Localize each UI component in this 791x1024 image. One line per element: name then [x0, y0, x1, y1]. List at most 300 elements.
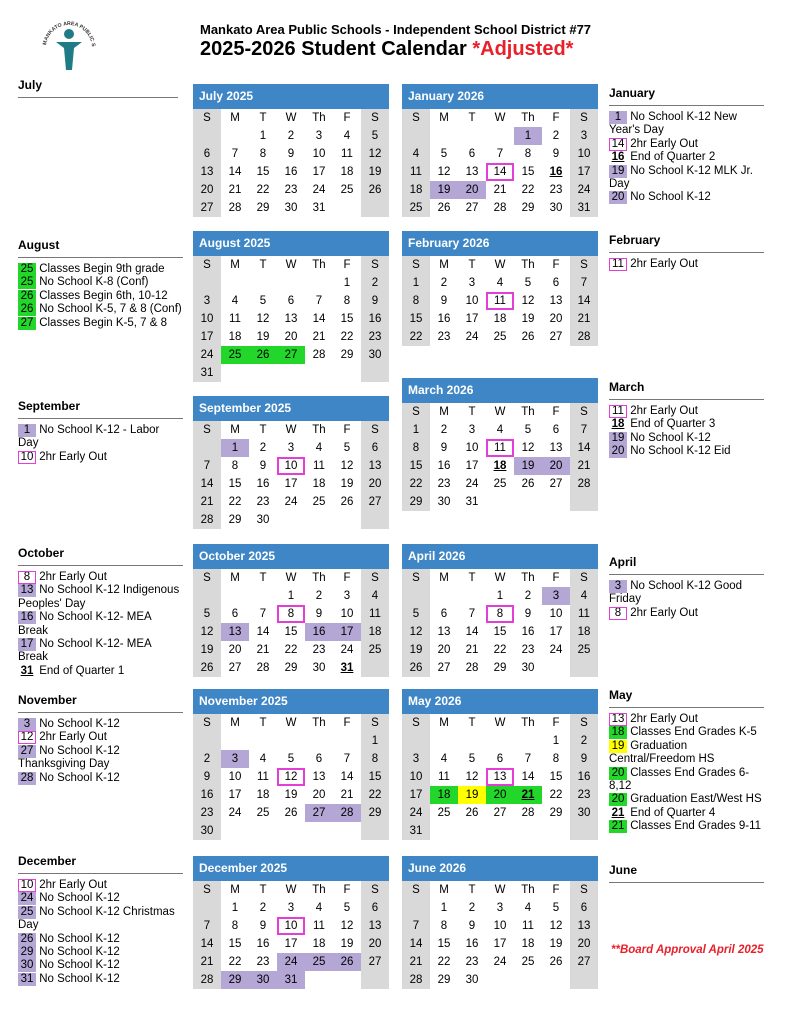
event-text: 2hr Early Out: [36, 571, 107, 583]
day-cell: 30: [549, 202, 563, 214]
day-cell: 8: [402, 439, 430, 457]
weekday-header: S: [193, 256, 221, 274]
day-cell: 29: [221, 971, 249, 989]
month-title: July 2025: [193, 84, 389, 109]
day-cell: 31: [465, 496, 479, 508]
day-cell: 22: [256, 184, 270, 196]
month-grid: [402, 881, 598, 989]
day-cell: 26: [361, 181, 389, 199]
event-date: 26: [18, 290, 36, 303]
day-cell: 19: [193, 641, 221, 659]
weekday-header: S: [193, 421, 221, 439]
weekday-header: F: [343, 717, 351, 729]
day-cell: 11: [341, 148, 353, 160]
event-text: No School K-12: [36, 972, 120, 985]
day-cell: 19: [340, 478, 354, 490]
day-cell: 4: [402, 145, 430, 163]
day-cell: 26: [437, 202, 451, 214]
day-cell: 4: [496, 277, 504, 289]
day-cell: 2: [468, 902, 476, 914]
weekday-header: S: [193, 714, 221, 732]
day-cell: 6: [552, 424, 560, 436]
day-cell: 6: [468, 148, 476, 160]
weekday-header: S: [402, 714, 430, 732]
day-cell: 21: [493, 184, 507, 196]
empty-cell: [402, 732, 430, 750]
day-cell: 13: [486, 768, 514, 786]
event-date: 3: [609, 580, 627, 593]
day-cell: 18: [493, 313, 507, 325]
day-cell: 18: [493, 460, 507, 472]
event-text: Graduation Central/Freedom HS: [609, 739, 715, 766]
day-cell: 20: [193, 181, 221, 199]
day-cell: 28: [228, 202, 242, 214]
day-cell: 6: [287, 295, 295, 307]
event-item: [18, 638, 183, 665]
day-cell: 28: [493, 202, 507, 214]
day-cell: 23: [361, 328, 389, 346]
event-text: No School K-12: [36, 771, 120, 784]
day-cell: 29: [437, 974, 451, 986]
empty-cell: [542, 822, 570, 840]
day-cell: 7: [468, 608, 476, 620]
day-cell: 12: [402, 623, 430, 641]
day-cell: 10: [493, 920, 507, 932]
month-events: [609, 87, 764, 205]
day-cell: 21: [256, 644, 270, 656]
month-title: March 2026: [402, 378, 598, 403]
events-month-heading: October: [18, 546, 65, 560]
month-title: October 2025: [193, 544, 389, 569]
day-cell: 13: [549, 295, 563, 307]
event-text: No School K-12 Thanksgiving Day: [18, 744, 120, 771]
event-text: No School K-12: [627, 191, 711, 204]
divider: [18, 97, 178, 98]
day-cell: 21: [193, 953, 221, 971]
weekday-header: W: [285, 424, 297, 436]
day-cell: 1: [221, 439, 249, 457]
event-item: [18, 451, 183, 464]
empty-cell: [333, 732, 361, 750]
empty-cell: [458, 587, 486, 605]
month-title: November 2025: [193, 689, 389, 714]
day-cell: 25: [437, 807, 451, 819]
empty-cell: [402, 587, 430, 605]
event-text: 2hr Early Out: [627, 137, 698, 150]
event-date: 24: [18, 892, 36, 905]
day-cell: 20: [361, 935, 389, 953]
weekday-header: F: [552, 717, 560, 729]
month-calendar: [402, 544, 598, 677]
day-cell: 22: [402, 475, 430, 493]
day-cell: 10: [277, 457, 305, 475]
empty-cell: [277, 822, 305, 840]
month-title: September 2025: [193, 396, 389, 421]
divider: [18, 418, 183, 419]
day-cell: 25: [256, 807, 270, 819]
weekday-header: M: [230, 717, 240, 729]
weekday-header: S: [402, 569, 430, 587]
day-cell: 27: [493, 807, 507, 819]
event-text: No School K-12 Christmas Day: [18, 905, 175, 932]
empty-cell: [193, 732, 221, 750]
day-cell: 1: [343, 277, 351, 289]
event-text: Classes Begin 6th, 10-12: [36, 289, 168, 302]
day-cell: 25: [305, 953, 333, 971]
day-cell: 11: [313, 460, 325, 472]
event-item: [609, 793, 764, 806]
events-month-heading: November: [18, 693, 77, 707]
weekday-header: T: [259, 572, 267, 584]
day-cell: 23: [570, 786, 598, 804]
event-item: [18, 665, 183, 678]
day-cell: 22: [493, 644, 507, 656]
weekday-header: Th: [312, 717, 326, 729]
month-events: [18, 547, 183, 678]
day-cell: 14: [228, 166, 242, 178]
event-date: 21: [611, 806, 625, 819]
day-cell: 1: [402, 274, 430, 292]
event-date: 28: [18, 772, 36, 785]
event-date: 8: [18, 571, 36, 584]
day-cell: 23: [256, 956, 270, 968]
event-item: [18, 745, 183, 772]
empty-cell: [333, 199, 361, 217]
day-cell: 7: [496, 148, 504, 160]
divider: [18, 565, 183, 566]
weekday-header: Th: [312, 259, 326, 271]
empty-cell: [542, 659, 570, 677]
event-item: [18, 424, 183, 451]
divider: [609, 574, 764, 575]
day-cell: 27: [361, 953, 389, 971]
empty-cell: [430, 732, 458, 750]
events-month-heading: June: [609, 863, 638, 877]
day-cell: 11: [486, 292, 514, 310]
weekday-header: Th: [521, 406, 535, 418]
day-cell: 21: [402, 953, 430, 971]
event-text: Classes End Grades 6-8,12: [609, 766, 750, 793]
day-cell: 12: [549, 920, 563, 932]
event-date: 30: [18, 959, 36, 972]
weekday-header: S: [361, 881, 389, 899]
day-cell: 3: [343, 590, 351, 602]
day-cell: 27: [570, 953, 598, 971]
day-cell: 3: [221, 750, 249, 768]
day-cell: 30: [521, 662, 535, 674]
day-cell: 8: [552, 753, 560, 765]
day-cell: 11: [361, 605, 389, 623]
day-cell: 1: [361, 732, 389, 750]
empty-cell: [458, 822, 486, 840]
month-grid: [402, 109, 598, 217]
event-date: 8: [609, 607, 627, 620]
day-cell: 12: [521, 295, 535, 307]
day-cell: 6: [552, 277, 560, 289]
day-cell: 27: [305, 804, 333, 822]
day-cell: 12: [340, 460, 354, 472]
event-item: [18, 959, 183, 972]
event-item: [18, 571, 183, 584]
event-item: [18, 718, 183, 731]
weekday-header: F: [343, 572, 351, 584]
weekday-header: S: [570, 403, 598, 421]
weekday-header: M: [439, 259, 449, 271]
empty-cell: [430, 587, 458, 605]
day-cell: 16: [305, 623, 333, 641]
weekday-header: Th: [312, 112, 326, 124]
empty-cell: [570, 971, 598, 989]
day-cell: 16: [256, 478, 270, 490]
day-cell: 6: [361, 439, 389, 457]
event-date: 19: [609, 740, 627, 753]
day-cell: 2: [361, 274, 389, 292]
day-cell: 17: [570, 163, 598, 181]
event-text: End of Quarter 1: [36, 664, 125, 677]
event-date: 31: [20, 664, 34, 677]
day-cell: 7: [259, 608, 267, 620]
empty-cell: [361, 199, 389, 217]
day-cell: 17: [284, 938, 298, 950]
month-title: December 2025: [193, 856, 389, 881]
event-date: 13: [18, 584, 36, 597]
empty-cell: [193, 587, 221, 605]
day-cell: 9: [468, 920, 476, 932]
divider: [609, 399, 764, 400]
events-month-heading: July: [18, 78, 43, 92]
empty-cell: [361, 364, 389, 382]
day-cell: 27: [437, 662, 451, 674]
weekday-header: S: [570, 714, 598, 732]
day-cell: 22: [284, 644, 298, 656]
empty-cell: [249, 364, 277, 382]
day-cell: 8: [486, 605, 514, 623]
day-cell: 27: [277, 346, 305, 364]
event-date: 26: [18, 933, 36, 946]
day-cell: 6: [361, 899, 389, 917]
day-cell: 15: [521, 166, 535, 178]
event-text: 2hr Early Out: [627, 258, 698, 270]
weekday-header: W: [285, 259, 297, 271]
day-cell: 21: [312, 331, 326, 343]
month-events: [609, 689, 764, 834]
day-cell: 21: [465, 644, 479, 656]
day-cell: 29: [361, 804, 389, 822]
day-cell: 13: [361, 917, 389, 935]
day-cell: 20: [549, 313, 563, 325]
day-cell: 7: [570, 274, 598, 292]
weekday-header: W: [285, 112, 297, 124]
event-item: [18, 933, 183, 946]
day-cell: 16: [284, 166, 298, 178]
day-cell: 6: [193, 145, 221, 163]
month-events: [609, 381, 764, 459]
empty-cell: [458, 127, 486, 145]
divider: [609, 105, 764, 106]
events-month-heading: September: [18, 399, 81, 413]
title-main: 2025-2026 Student Calendar: [200, 38, 473, 60]
day-cell: 11: [313, 920, 325, 932]
divider: [609, 882, 764, 883]
empty-cell: [305, 364, 333, 382]
day-cell: 26: [521, 478, 535, 490]
day-cell: 29: [402, 493, 430, 511]
event-item: [609, 445, 764, 458]
day-cell: 24: [465, 478, 479, 490]
day-cell: 19: [284, 789, 298, 801]
event-item: [609, 580, 764, 607]
events-month-heading: December: [18, 854, 77, 868]
day-cell: 28: [193, 511, 221, 529]
day-cell: 30: [570, 804, 598, 822]
event-text: Classes Begin K-5, 7 & 8: [36, 316, 168, 329]
day-cell: 23: [256, 496, 270, 508]
day-cell: 5: [440, 148, 448, 160]
event-item: [609, 138, 764, 151]
day-cell: 20: [437, 644, 451, 656]
empty-cell: [305, 274, 333, 292]
event-text: No School K-12 Eid: [627, 445, 731, 458]
day-cell: 21: [514, 786, 542, 804]
day-cell: 7: [402, 917, 430, 935]
event-date: 31: [18, 973, 36, 986]
event-text: No School K-12 - Labor Day: [18, 424, 160, 450]
day-cell: 26: [193, 659, 221, 677]
event-text: No School K-12: [36, 932, 120, 945]
weekday-header: S: [570, 109, 598, 127]
day-cell: 20: [361, 475, 389, 493]
page-title: [200, 38, 573, 61]
day-cell: 8: [361, 750, 389, 768]
weekday-header: Th: [312, 572, 326, 584]
day-cell: 24: [549, 644, 563, 656]
month-calendar: [402, 84, 598, 217]
weekday-header: W: [494, 884, 506, 896]
month-title: August 2025: [193, 231, 389, 256]
weekday-header: T: [259, 259, 267, 271]
day-cell: 10: [228, 771, 242, 783]
month-grid: [402, 256, 598, 346]
weekday-header: T: [259, 424, 267, 436]
day-cell: 10: [312, 148, 326, 160]
weekday-header: S: [402, 403, 430, 421]
empty-cell: [277, 732, 305, 750]
empty-cell: [249, 822, 277, 840]
month-grid: [193, 109, 389, 217]
day-cell: 22: [340, 331, 354, 343]
event-date: 12: [18, 731, 36, 744]
event-text: Classes End Grades 9-11: [627, 820, 762, 833]
event-date: 10: [18, 879, 36, 892]
day-cell: 24: [465, 331, 479, 343]
weekday-header: S: [361, 714, 389, 732]
weekday-header: T: [468, 884, 476, 896]
weekday-header: S: [361, 256, 389, 274]
day-cell: 10: [465, 295, 479, 307]
event-text: No School K-8 (Conf): [36, 276, 149, 289]
day-cell: 2: [524, 590, 532, 602]
month-events: [18, 855, 183, 986]
day-cell: 18: [521, 938, 535, 950]
day-cell: 2: [440, 277, 448, 289]
event-item: [18, 276, 183, 289]
day-cell: 26: [340, 496, 354, 508]
day-cell: 31: [570, 199, 598, 217]
day-cell: 26: [333, 953, 361, 971]
weekday-header: M: [230, 884, 240, 896]
day-cell: 5: [193, 605, 221, 623]
day-cell: 9: [552, 148, 560, 160]
day-cell: 8: [231, 460, 239, 472]
day-cell: 4: [231, 295, 239, 307]
day-cell: 10: [549, 608, 563, 620]
event-date: 3: [18, 718, 36, 731]
empty-cell: [221, 274, 249, 292]
weekday-header: Th: [312, 424, 326, 436]
day-cell: 19: [549, 938, 563, 950]
day-cell: 6: [231, 608, 239, 620]
day-cell: 17: [312, 166, 326, 178]
day-cell: 12: [340, 920, 354, 932]
day-cell: 21: [340, 789, 354, 801]
month-calendar: [402, 231, 598, 346]
day-cell: 20: [542, 457, 570, 475]
day-cell: 5: [343, 442, 351, 454]
day-cell: 2: [287, 130, 295, 142]
empty-cell: [221, 364, 249, 382]
weekday-header: Th: [521, 884, 535, 896]
weekday-header: W: [285, 717, 297, 729]
weekday-header: W: [494, 406, 506, 418]
day-cell: 28: [312, 349, 326, 361]
empty-cell: [430, 127, 458, 145]
day-cell: 9: [440, 295, 448, 307]
title-adjusted: *Adjusted*: [472, 38, 574, 60]
day-cell: 3: [468, 277, 476, 289]
event-text: No School K-12: [36, 946, 120, 959]
day-cell: 25: [493, 478, 507, 490]
month-calendar: [402, 378, 598, 511]
day-cell: 4: [343, 130, 351, 142]
weekday-header: F: [552, 406, 560, 418]
empty-cell: [193, 439, 221, 457]
day-cell: 19: [514, 457, 542, 475]
day-cell: 6: [440, 608, 448, 620]
month-grid: [193, 256, 389, 382]
day-cell: 19: [430, 181, 458, 199]
weekday-header: M: [230, 424, 240, 436]
weekday-header: F: [552, 884, 560, 896]
day-cell: 29: [228, 514, 242, 526]
month-events: [18, 79, 178, 103]
day-cell: 17: [465, 313, 479, 325]
day-cell: 24: [402, 804, 430, 822]
month-calendar: [193, 544, 389, 677]
day-cell: 23: [312, 644, 326, 656]
day-cell: 6: [315, 753, 323, 765]
day-cell: 2: [315, 590, 323, 602]
day-cell: 15: [493, 626, 507, 638]
weekday-header: M: [439, 112, 449, 124]
day-cell: 12: [277, 768, 305, 786]
event-item: [609, 191, 764, 204]
month-calendar: [193, 689, 389, 840]
event-item: [18, 731, 183, 744]
day-cell: 27: [361, 493, 389, 511]
event-text: No School K-12- MEA Break: [18, 611, 152, 637]
empty-cell: [221, 127, 249, 145]
day-cell: 18: [256, 789, 270, 801]
